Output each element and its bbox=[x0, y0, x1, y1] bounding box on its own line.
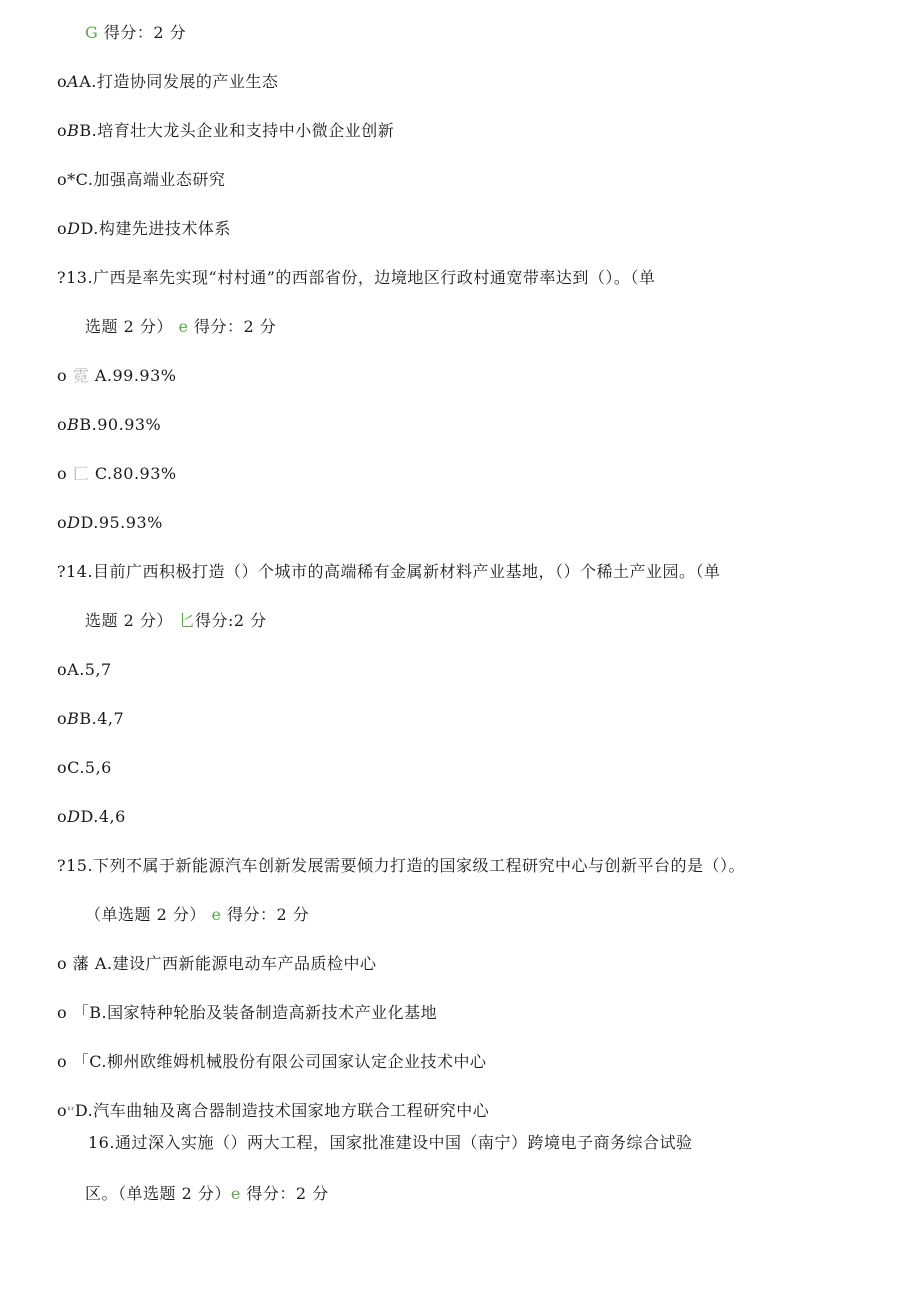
radio-icon: o bbox=[57, 219, 68, 238]
score-text: 得分：2 分 bbox=[194, 317, 277, 336]
question-text: 13.广西是率先实现“村村通”的西部省份，边境地区行政村通宽带率达到（）。（单 bbox=[66, 268, 656, 287]
radio-icon: o bbox=[57, 1003, 68, 1022]
q15-option-c[interactable] bbox=[57, 1052, 487, 1072]
q13-option-d[interactable] bbox=[57, 513, 163, 533]
q15-option-a[interactable] bbox=[57, 954, 377, 974]
option-label: A.打造协同发展的产业生态 bbox=[79, 72, 279, 91]
score-mark: 匕 bbox=[178, 611, 195, 630]
question-icon: ? bbox=[57, 856, 67, 875]
q12-option-a[interactable] bbox=[57, 72, 278, 92]
q14-question bbox=[57, 562, 721, 582]
option-label: D.构建先进技术体系 bbox=[80, 219, 231, 238]
q13-option-b[interactable] bbox=[57, 415, 161, 435]
option-label: C.80.93% bbox=[94, 464, 177, 483]
radio-icon: o bbox=[57, 758, 68, 777]
question-text: 14.目前广西积极打造（）个城市的高端稀有金属新材料产业基地，（）个稀土产业园。（单 bbox=[66, 562, 721, 581]
question-text: 16.通过深入实施（）两大工程，国家批准建设中国（南宁）跨境电子商务综合试验 bbox=[88, 1133, 693, 1152]
radio-icon: o bbox=[57, 366, 68, 385]
option-label: D.95.93% bbox=[80, 513, 163, 532]
q14-option-d[interactable] bbox=[57, 807, 126, 827]
q15-question bbox=[57, 856, 745, 876]
question-type: 选题 2 分） bbox=[85, 317, 173, 336]
radio-icon: o bbox=[57, 660, 68, 679]
selected-mark: 藩 bbox=[72, 954, 90, 973]
selected-mark: * bbox=[67, 170, 76, 189]
q15-option-d[interactable] bbox=[57, 1101, 489, 1121]
question-type: （单选题 2 分） bbox=[85, 905, 206, 924]
radio-icon: o bbox=[57, 415, 68, 434]
option-label: B.培育壮大龙头企业和支持中小微企业创新 bbox=[79, 121, 395, 140]
q14-meta bbox=[85, 611, 267, 631]
option-mark: D bbox=[67, 513, 81, 532]
question-type: 选题 2 分） bbox=[85, 611, 173, 630]
q14-option-a[interactable] bbox=[57, 660, 112, 680]
option-label: A.99.93% bbox=[94, 366, 177, 385]
question-icon: ? bbox=[57, 562, 67, 581]
option-mark: 匚 bbox=[72, 464, 90, 483]
q14-option-c[interactable] bbox=[57, 758, 112, 778]
q14-option-b[interactable] bbox=[57, 709, 124, 729]
score-mark: G bbox=[85, 23, 99, 42]
q15-option-b[interactable] bbox=[57, 1003, 437, 1023]
q12-option-b[interactable] bbox=[57, 121, 394, 141]
question-icon: ? bbox=[57, 268, 67, 287]
radio-icon: o bbox=[57, 807, 68, 826]
option-mark: 「 bbox=[72, 1003, 90, 1022]
option-mark: B bbox=[67, 709, 80, 728]
option-mark: 「 bbox=[72, 1052, 90, 1071]
q15-meta bbox=[85, 905, 309, 925]
option-mark: D bbox=[67, 219, 81, 238]
question-text: 15.下列不属于新能源汽车创新发展需要倾力打造的国家级工程研究中心与创新平台的是（）。 bbox=[66, 856, 746, 875]
q12-option-d[interactable] bbox=[57, 219, 231, 239]
radio-icon: o bbox=[57, 513, 68, 532]
option-label: C.柳州欧维姆机械股份有限公司国家认定企业技术中心 bbox=[89, 1052, 487, 1071]
score-text: 得分：2 分 bbox=[227, 905, 310, 924]
score-text: 得分：2 分 bbox=[246, 1184, 329, 1203]
option-label: B.4,7 bbox=[79, 709, 125, 728]
q13-option-c[interactable] bbox=[57, 464, 177, 484]
radio-icon: o bbox=[57, 170, 68, 189]
radio-icon: o bbox=[57, 709, 68, 728]
q13-option-a[interactable] bbox=[57, 366, 177, 386]
option-mark: B bbox=[67, 121, 80, 140]
score-mark: e bbox=[211, 905, 222, 924]
option-mark: B bbox=[67, 415, 80, 434]
option-label: D.4,6 bbox=[80, 807, 126, 826]
option-mark: A bbox=[67, 72, 80, 91]
option-label: C.5,6 bbox=[67, 758, 112, 777]
q13-meta bbox=[85, 317, 276, 337]
radio-icon: o bbox=[57, 1101, 68, 1120]
radio-icon: o bbox=[57, 1052, 68, 1071]
option-label: D.汽车曲轴及离合器制造技术国家地方联合工程研究中心 bbox=[74, 1101, 490, 1120]
radio-icon: o bbox=[57, 464, 68, 483]
selected-mark: 霓 bbox=[72, 366, 90, 385]
radio-icon: o bbox=[57, 72, 68, 91]
q13-question bbox=[57, 268, 655, 288]
option-label: A.建设广西新能源电动车产品质检中心 bbox=[94, 954, 377, 973]
score-text: 得分：2 分 bbox=[103, 23, 187, 42]
score-text: 得分:2 分 bbox=[194, 611, 267, 630]
option-label: B.90.93% bbox=[79, 415, 162, 434]
option-label: A.5,7 bbox=[67, 660, 112, 679]
q16-meta bbox=[85, 1184, 329, 1204]
option-mark: D bbox=[67, 807, 81, 826]
score-mark: e bbox=[230, 1184, 241, 1203]
q12-score-line bbox=[85, 23, 186, 43]
option-label: C.加强高端业态研究 bbox=[75, 170, 226, 189]
radio-icon: o bbox=[57, 954, 68, 973]
q12-option-c[interactable] bbox=[57, 170, 225, 190]
q16-question bbox=[88, 1133, 692, 1153]
option-mark: ¹ʳ bbox=[67, 1106, 75, 1116]
score-mark: e bbox=[178, 317, 189, 336]
radio-icon: o bbox=[57, 121, 68, 140]
option-label: B.国家特种轮胎及装备制造高新技术产业化基地 bbox=[89, 1003, 438, 1022]
question-type: 区。（单选题 2 分） bbox=[85, 1184, 231, 1203]
